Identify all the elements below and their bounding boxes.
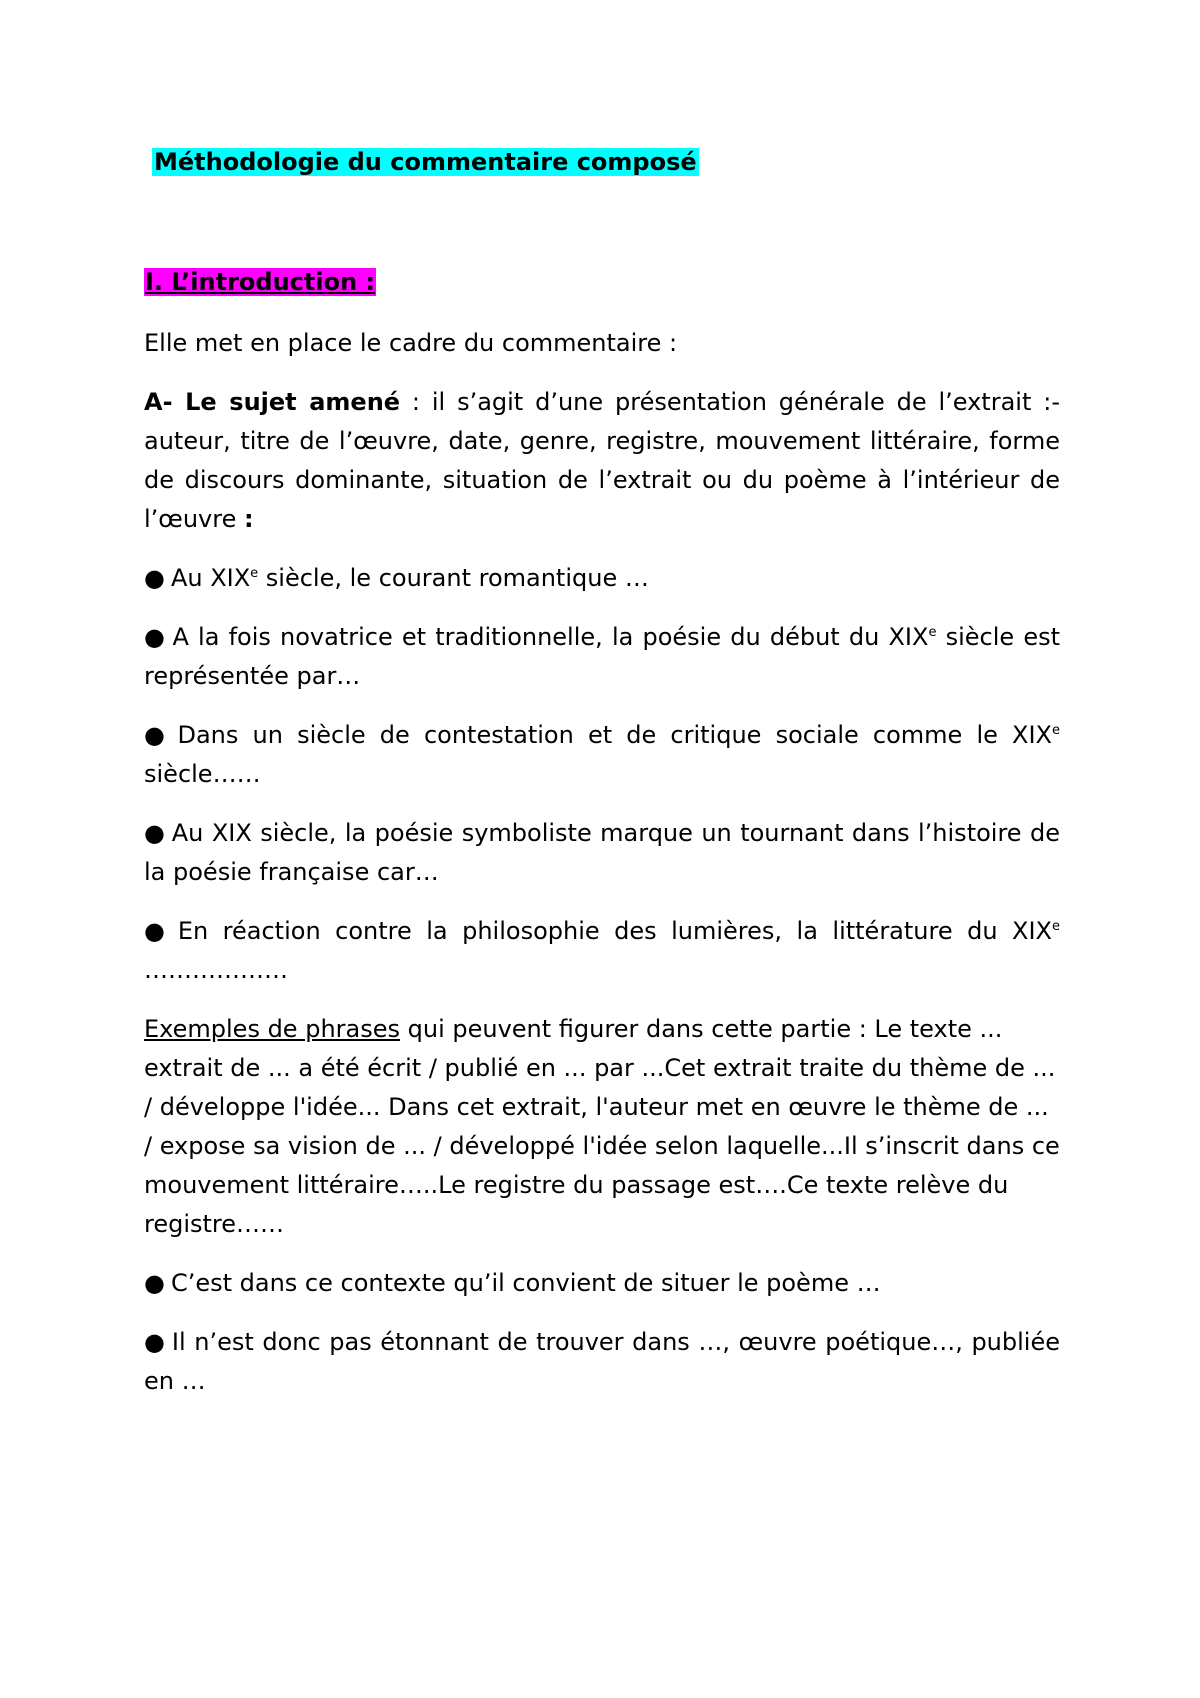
bullet-text: Au XIX siècle, la poésie symboliste marque un tournant dans l’histoire de la poésie française car… (144, 819, 1060, 886)
bullet-icon: ● (144, 564, 165, 592)
superscript: e (250, 566, 259, 581)
bullet-text-end: siècle est représentée par… (144, 623, 1060, 690)
bullet-text-end: ……………… (144, 956, 288, 984)
closing-bullet-2 (144, 1323, 1060, 1401)
intro-paragraph: Elle met en place le cadre du commentaire : (144, 329, 678, 357)
bullet-text-end: siècle…… (144, 760, 261, 788)
sujet-amene-paragraph (144, 383, 1060, 539)
bullet-item-5 (144, 912, 1060, 990)
bullet-text: Dans un siècle de contestation et de critique sociale comme le XIX (177, 721, 1052, 749)
sujet-amene-colon: : (244, 505, 254, 533)
superscript: e (1052, 723, 1060, 738)
bullet-text-end: siècle, le courant romantique … (258, 564, 649, 592)
superscript: e (1052, 919, 1060, 934)
document-page (144, 146, 1060, 1401)
bullet-text: A la fois novatrice et traditionnelle, la poésie du début du XIX (172, 623, 929, 651)
superscript: e (928, 625, 937, 640)
bullet-item-4 (144, 814, 1060, 892)
examples-label: Exemples de phrases (144, 1015, 400, 1043)
bullet-icon: ● (144, 1328, 166, 1356)
bullet-icon: ● (144, 819, 166, 847)
bullet-item-1 (144, 559, 1060, 598)
examples-text: qui peuvent figurer dans cette partie : Le texte ... extrait de ... a été écrit / publié en ... par ...Cet extrait traite du thème de ... / développe l'idée... Dans cet extrait, l'auteur met en œuvre le thème de ... / expose sa vision de ... / développé l'idée selon laquelle...Il s’inscrit dans ce mouvement littéraire…..Le registre du passage est….Ce texte relève du registre…… (144, 1015, 1060, 1238)
examples-paragraph (144, 1010, 1060, 1244)
bullet-item-3 (144, 716, 1060, 794)
section-heading-highlight: I. L’introduction : (145, 268, 376, 296)
bullet-text: Au XIX (170, 564, 251, 592)
closing-bullet-1 (144, 1264, 1060, 1303)
bullet-text: En réaction contre la philosophie des lumières, la littérature du XIX (177, 917, 1052, 945)
sujet-amene-text: : il s’agit d’une présentation générale de l’extrait :- auteur, titre de l’œuvre, date, genre, registre, mouvement littéraire, forme de discours dominante, situation de l’extrait ou du poème à l’intérieur de l’œuvre (144, 388, 1060, 533)
bullet-icon: ● (144, 623, 167, 651)
bullet-item-2 (144, 618, 1060, 696)
title-highlight: Méthodologie du commentaire composé (154, 148, 697, 176)
bullet-icon: ● (144, 917, 172, 945)
bullet-text: Il n’est donc pas étonnant de trouver dans …, œuvre poétique…, publiée en … (144, 1328, 1060, 1395)
bullet-icon: ● (144, 721, 172, 749)
bullet-icon: ● (144, 1269, 165, 1297)
document-title (152, 146, 1060, 178)
sujet-amene-label: A- Le sujet amené (144, 388, 401, 416)
section-heading (144, 266, 1060, 298)
bullet-text: C’est dans ce contexte qu’il convient de situer le poème … (170, 1269, 881, 1297)
